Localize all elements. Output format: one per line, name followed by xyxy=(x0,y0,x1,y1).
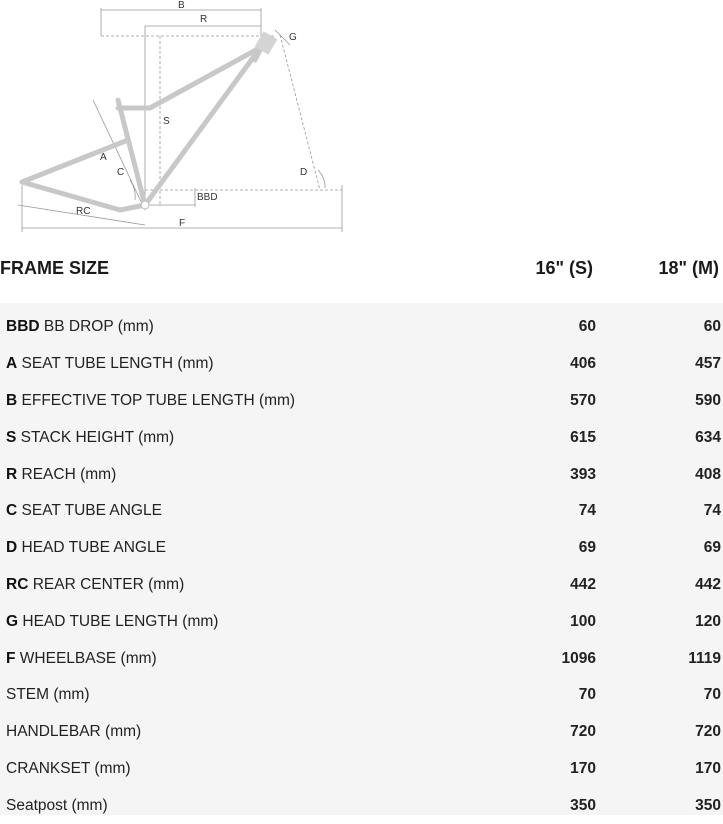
table-row xyxy=(0,567,723,604)
row-name: HEAD TUBE ANGLE xyxy=(21,539,166,557)
row-code: G xyxy=(6,612,19,630)
value-16: 615 xyxy=(570,428,596,446)
row-name: REAR CENTER (mm) xyxy=(32,575,185,593)
value-16: 570 xyxy=(570,391,596,409)
frame-geometry-diagram xyxy=(0,0,360,240)
row-label xyxy=(6,539,166,557)
value-18: 69 xyxy=(703,539,721,557)
row-code: F xyxy=(6,649,16,667)
row-name: SEAT TUBE ANGLE xyxy=(21,502,162,520)
value-16: 442 xyxy=(570,575,596,593)
table-row xyxy=(0,603,723,640)
diagram-label-r: R xyxy=(200,14,208,25)
table-row xyxy=(0,640,723,677)
diagram-label-b: B xyxy=(178,0,185,11)
row-code: A xyxy=(6,355,18,373)
row-label xyxy=(6,355,214,373)
row-name: Seatpost (mm) xyxy=(6,796,108,814)
table-row xyxy=(0,714,723,751)
row-label xyxy=(6,502,162,520)
row-name: CRANKSET (mm) xyxy=(6,759,131,777)
row-name: SEAT TUBE LENGTH (mm) xyxy=(21,355,214,373)
row-code: C xyxy=(6,502,18,520)
geometry-table xyxy=(0,303,723,815)
table-row xyxy=(0,309,723,346)
row-label xyxy=(6,797,108,815)
row-label xyxy=(6,576,184,594)
table-row xyxy=(0,419,723,456)
value-18: 1119 xyxy=(688,649,721,667)
row-name: STEM (mm) xyxy=(6,686,90,704)
diagram-label-g: G xyxy=(289,32,297,43)
value-16: 1096 xyxy=(561,649,596,667)
diagram-label-s: S xyxy=(163,116,170,127)
table-row xyxy=(0,493,723,530)
row-code: S xyxy=(6,428,17,446)
table-row xyxy=(0,456,723,493)
value-18: 60 xyxy=(703,318,721,336)
value-18: 170 xyxy=(695,759,721,777)
value-18: 120 xyxy=(695,612,721,630)
value-16: 170 xyxy=(570,759,596,777)
value-16: 69 xyxy=(578,539,596,557)
row-code: B xyxy=(6,391,18,409)
diagram-label-bbd: BBD xyxy=(197,192,218,203)
diagram-label-d: D xyxy=(300,167,308,178)
row-name: REACH (mm) xyxy=(21,465,117,483)
value-16: 406 xyxy=(570,355,596,373)
value-18: 350 xyxy=(695,796,721,814)
row-code: D xyxy=(6,539,18,557)
value-18: 442 xyxy=(695,575,721,593)
table-row xyxy=(0,787,723,824)
table-row xyxy=(0,751,723,788)
row-label xyxy=(6,723,141,741)
size-column-16: 16" (S) xyxy=(535,257,593,278)
value-18: 634 xyxy=(695,428,721,446)
row-code: R xyxy=(6,465,18,483)
value-18: 720 xyxy=(695,723,721,741)
row-label xyxy=(6,760,131,778)
row-label xyxy=(6,318,154,336)
row-label xyxy=(6,650,157,668)
row-label xyxy=(6,466,116,484)
diagram-label-rc: RC xyxy=(76,206,91,217)
value-16: 74 xyxy=(578,502,596,520)
table-row xyxy=(0,383,723,420)
table-row xyxy=(0,346,723,383)
diagram-label-f: F xyxy=(179,218,186,229)
table-row xyxy=(0,530,723,567)
row-label xyxy=(6,613,218,631)
value-16: 70 xyxy=(578,686,596,704)
value-16: 720 xyxy=(570,723,596,741)
diagram-label-a: A xyxy=(100,152,107,163)
row-name: HEAD TUBE LENGTH (mm) xyxy=(22,612,219,630)
row-name: BB DROP (mm) xyxy=(43,318,154,336)
row-code: RC xyxy=(6,575,29,593)
row-name: EFFECTIVE TOP TUBE LENGTH (mm) xyxy=(21,391,296,409)
diagram-label-c: C xyxy=(117,167,125,178)
row-label xyxy=(6,429,174,447)
value-16: 60 xyxy=(578,318,596,336)
value-18: 74 xyxy=(703,502,721,520)
value-18: 590 xyxy=(695,391,721,409)
size-column-18: 18" (M) xyxy=(658,257,719,278)
row-name: HANDLEBAR (mm) xyxy=(6,723,142,741)
table-row xyxy=(0,677,723,714)
row-label xyxy=(6,392,295,410)
value-18: 70 xyxy=(703,686,721,704)
row-label xyxy=(6,686,90,704)
row-name: STACK HEIGHT (mm) xyxy=(20,428,175,446)
table-header xyxy=(0,250,723,286)
frame-size-title: FRAME SIZE xyxy=(0,257,110,278)
value-18: 408 xyxy=(695,465,721,483)
value-16: 350 xyxy=(570,796,596,814)
value-16: 100 xyxy=(570,612,596,630)
row-name: WHEELBASE (mm) xyxy=(19,649,157,667)
value-16: 393 xyxy=(570,465,596,483)
row-code: BBD xyxy=(6,318,40,336)
value-18: 457 xyxy=(695,355,721,373)
